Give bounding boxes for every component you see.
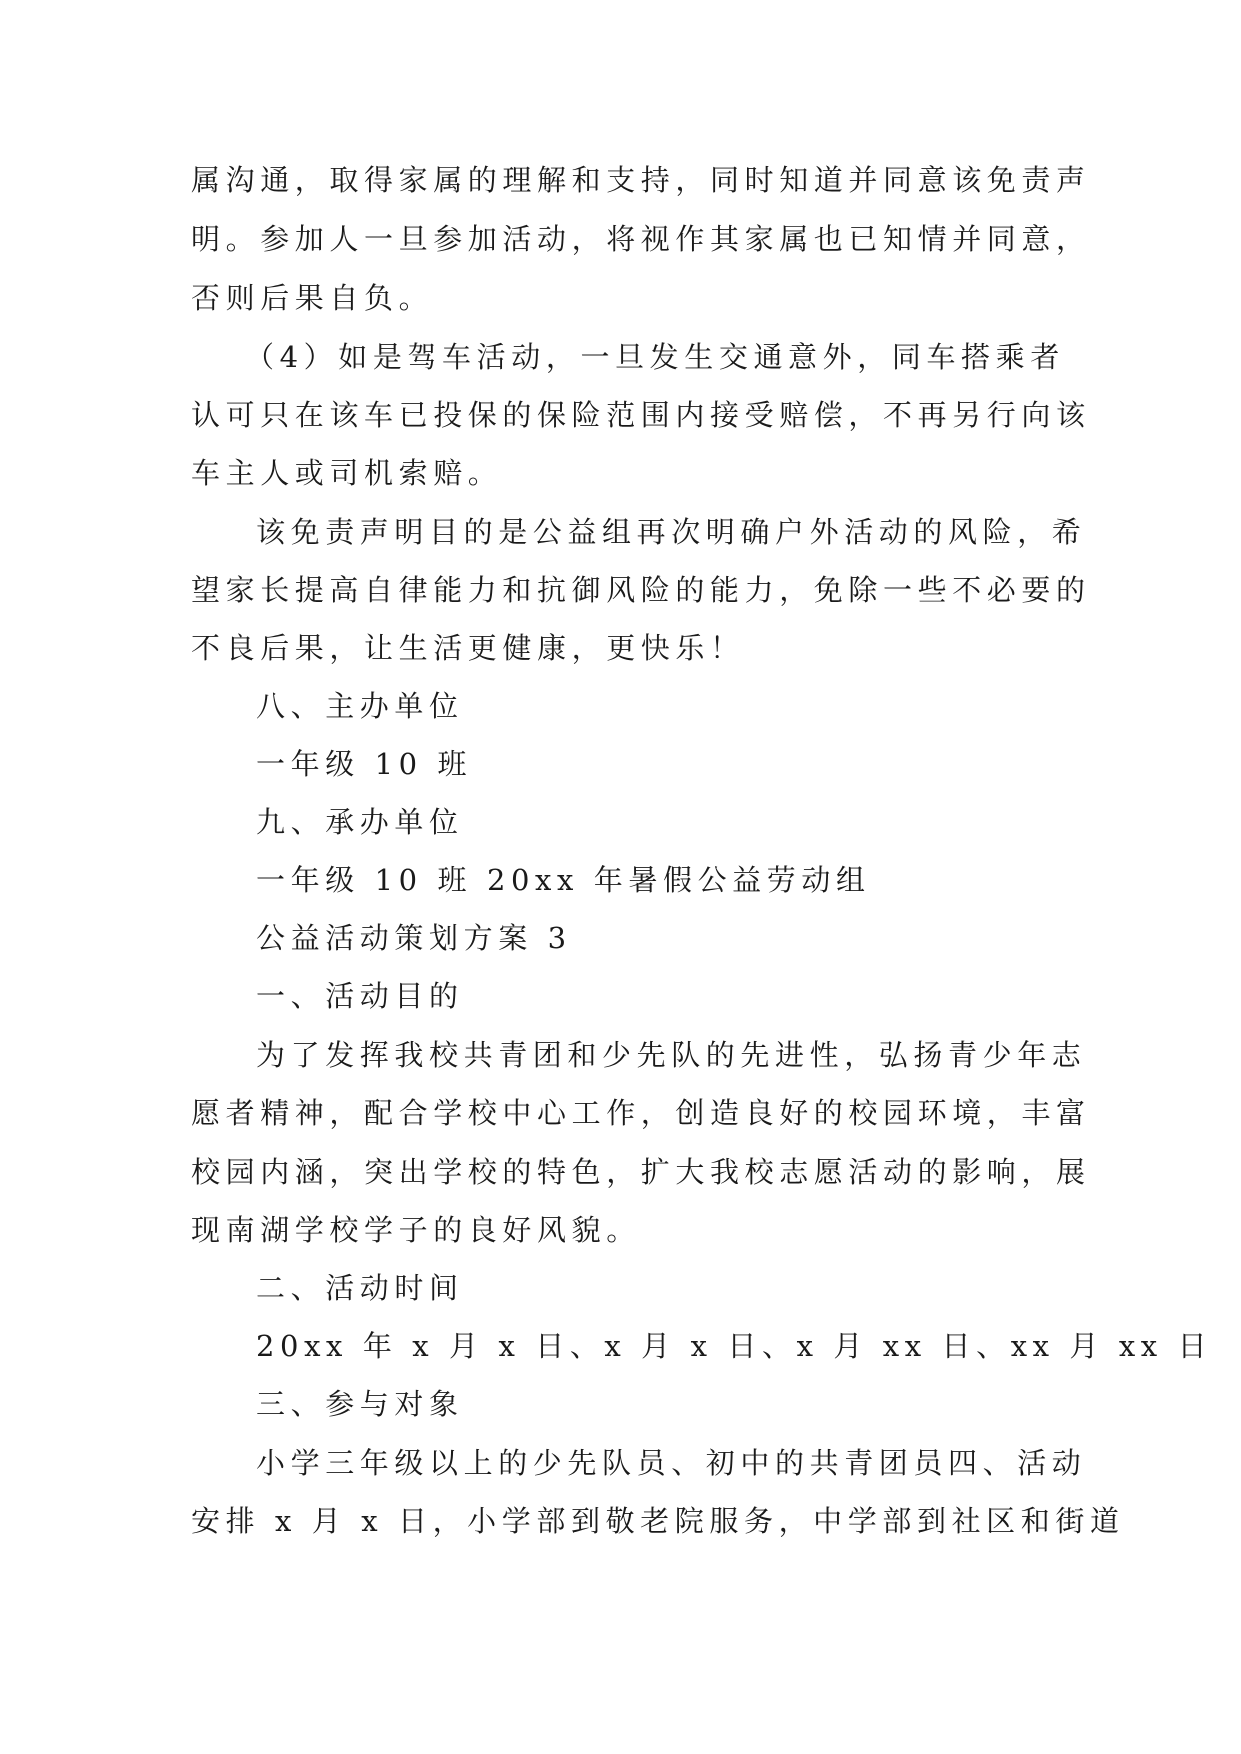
section-heading: 三、参与对象 bbox=[256, 1387, 464, 1421]
text-line: 安排 x 月 x 日，小学部到敬老院服务，中学部到社区和街道 bbox=[191, 1504, 1125, 1538]
text-line: 望家长提高自律能力和抗御风险的能力，免除一些不必要的 bbox=[191, 573, 1091, 607]
section-heading: 九、承办单位 bbox=[256, 805, 464, 839]
text-line: 小学三年级以上的少先队员、初中的共青团员四、活动 bbox=[256, 1446, 1087, 1480]
document-title: 公益活动策划方案 3 bbox=[256, 921, 572, 955]
text-line: 该免责声明目的是公益组再次明确户外活动的风险，希 bbox=[256, 515, 1087, 549]
section-heading: 八、主办单位 bbox=[256, 689, 464, 723]
text-line: 校园内涵，突出学校的特色，扩大我校志愿活动的影响，展 bbox=[191, 1155, 1091, 1189]
text-line: 一年级 10 班 bbox=[256, 747, 473, 781]
text-line: 不良后果，让生活更健康，更快乐！ bbox=[191, 631, 745, 665]
text-line: 20xx 年 x 月 x 日、x 月 x 日、x 月 xx 日、xx 月 xx 日 bbox=[256, 1329, 1213, 1363]
text-line: 明。参加人一旦参加活动，将视作其家属也已知情并同意， bbox=[191, 222, 1091, 256]
text-line: 一年级 10 班 20xx 年暑假公益劳动组 bbox=[256, 863, 871, 897]
text-line: 现南湖学校学子的良好风貌。 bbox=[191, 1213, 641, 1247]
text-line: 否则后果自负。 bbox=[191, 281, 434, 315]
section-heading: 二、活动时间 bbox=[256, 1271, 464, 1305]
text-line: 为了发挥我校共青团和少先队的先进性，弘扬青少年志 bbox=[256, 1038, 1087, 1072]
section-heading: 一、活动目的 bbox=[256, 979, 464, 1013]
text-line: 车主人或司机索赔。 bbox=[191, 456, 503, 490]
text-line: 愿者精神，配合学校中心工作，创造良好的校园环境，丰富 bbox=[191, 1096, 1091, 1130]
text-line: 认可只在该车已投保的保险范围内接受赔偿，不再另行向该 bbox=[191, 398, 1091, 432]
text-line: （4）如是驾车活动，一旦发生交通意外，同车搭乘者 bbox=[245, 340, 1065, 374]
text-line: 属沟通，取得家属的理解和支持，同时知道并同意该免责声 bbox=[191, 163, 1091, 197]
